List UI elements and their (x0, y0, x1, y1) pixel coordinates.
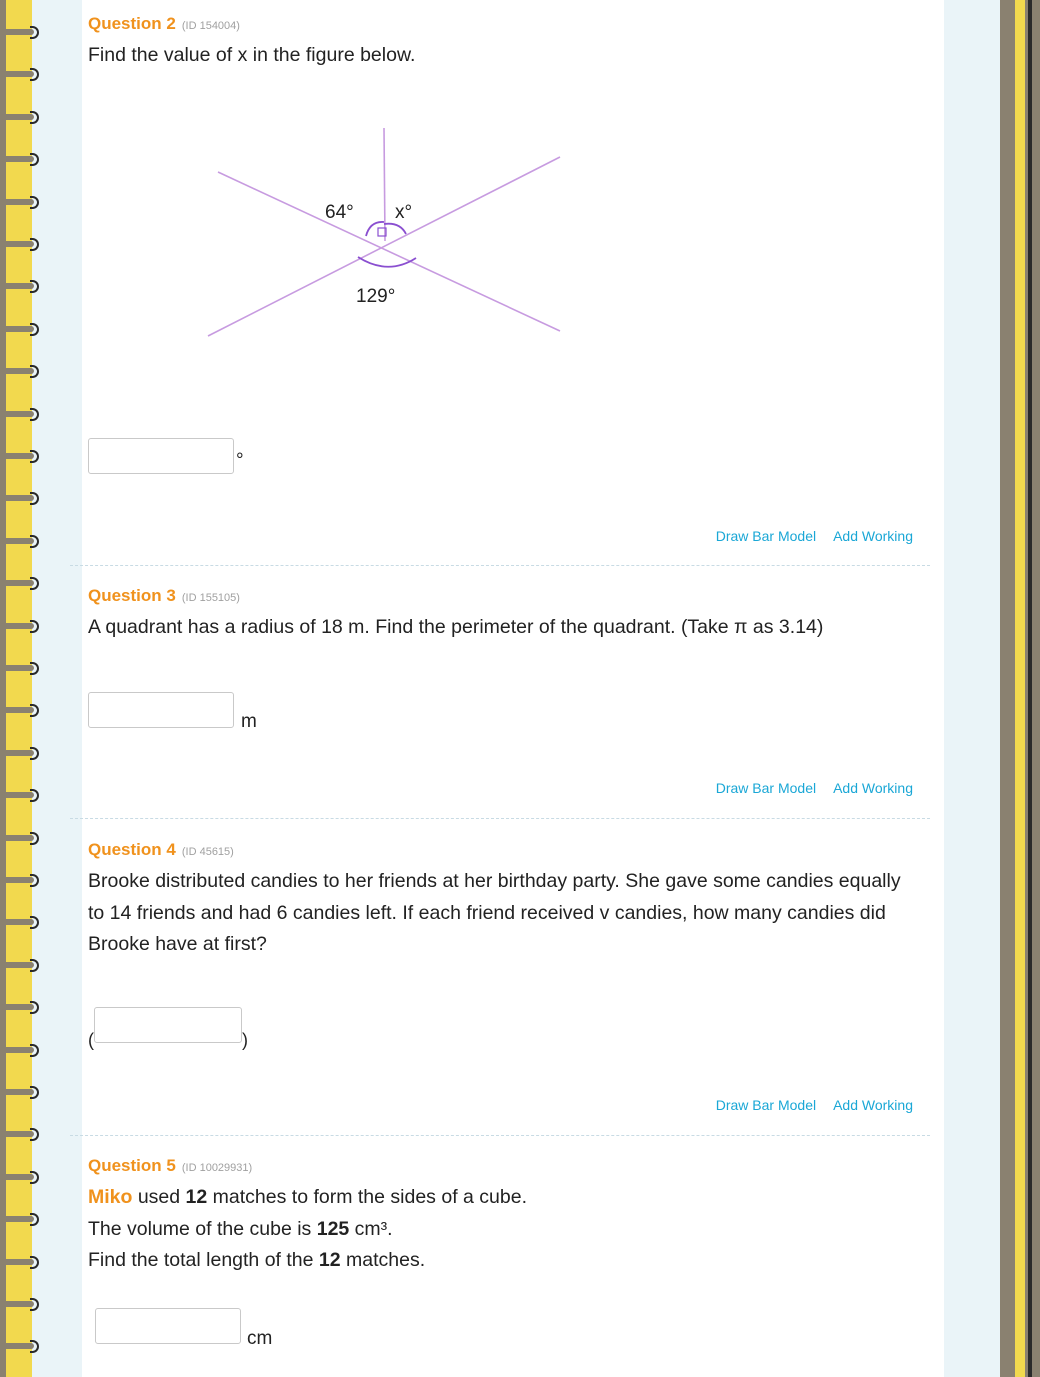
question-2 (88, 14, 928, 554)
notebook-binder (0, 0, 82, 1377)
number-highlight: 12 (185, 1186, 208, 1208)
binder-ring (0, 1001, 50, 1013)
question-text: Brooke distributed candies to her friends at her birthday party. She gave some candies equally to 14 friends and had 6 candies left. If each friend received v candies, how many candies did Brooke have at first? (88, 870, 901, 955)
draw-bar-model-button[interactable]: Draw Bar Model (715, 780, 817, 796)
question-actions (716, 780, 913, 796)
question-line-2 (88, 1214, 928, 1246)
question-id: (ID 10029931) (181, 1162, 253, 1174)
binder-ring (0, 1128, 50, 1140)
binder-ring (0, 238, 50, 250)
binder-ring (0, 662, 50, 674)
question-divider (70, 1135, 930, 1136)
question-5 (88, 1156, 928, 1371)
number-highlight: 12 (318, 1249, 341, 1271)
answer-input[interactable] (88, 438, 234, 474)
add-working-button[interactable]: Add Working (833, 780, 913, 796)
text-fragment: The volume of the cube is (88, 1217, 317, 1240)
binder-ring (0, 959, 50, 971)
unit-label: cm (247, 1328, 273, 1349)
binder-ring (0, 1171, 50, 1183)
question-text (88, 1182, 928, 1277)
question-4 (88, 840, 928, 1125)
binder-ring (0, 1340, 50, 1352)
binder-ring (0, 196, 50, 208)
question-id: (ID 154004) (181, 20, 240, 32)
binder-ring (0, 280, 50, 292)
binder-ring (0, 832, 50, 844)
binder-ring (0, 492, 50, 504)
angle-figure (198, 126, 568, 348)
question-line-1 (88, 1182, 928, 1214)
number-highlight: 125 (316, 1217, 350, 1240)
add-working-button[interactable]: Add Working (833, 1097, 913, 1113)
question-id: (ID 45615) (181, 846, 234, 858)
binder-ring (0, 68, 50, 80)
binder-ring (0, 874, 50, 886)
question-id: (ID 155105) (181, 592, 240, 604)
binder-ring (0, 1256, 50, 1268)
question-title: Question 5 (88, 1156, 176, 1175)
binder-ring (0, 1213, 50, 1225)
binder-ring (0, 323, 50, 335)
notebook-edge (1000, 0, 1040, 1377)
open-parenthesis: ( (88, 1030, 94, 1050)
angle-label-x: x° (395, 202, 413, 223)
binder-ring (0, 916, 50, 928)
angle-label-129: 129° (356, 286, 396, 307)
question-title: Question 2 (88, 14, 176, 33)
binder-ring (0, 1086, 50, 1098)
binder-ring (0, 365, 50, 377)
question-line-3 (88, 1245, 928, 1277)
text-fragment: cm³. (349, 1217, 393, 1240)
question-text: Find the value of x in the figure below. (88, 44, 416, 66)
binder-ring (0, 450, 50, 462)
question-divider (70, 818, 930, 819)
binder-ring (0, 111, 50, 123)
question-actions (716, 1097, 913, 1113)
text-fragment: matches. (340, 1249, 426, 1271)
answer-input[interactable] (94, 1007, 242, 1043)
binder-ring (0, 789, 50, 801)
binder-ring (0, 704, 50, 716)
binder-ring (0, 620, 50, 632)
binder-ring (0, 1298, 50, 1310)
binder-ring (0, 577, 50, 589)
binder-ring (0, 1044, 50, 1056)
text-fragment: matches to form the sides of a cube. (207, 1186, 527, 1208)
binder-ring (0, 408, 50, 420)
text-fragment: used (132, 1186, 186, 1208)
draw-bar-model-button[interactable]: Draw Bar Model (715, 1097, 817, 1113)
name-highlight: Miko (88, 1186, 133, 1208)
unit-label: ° (236, 450, 244, 471)
binder-ring (0, 153, 50, 165)
answer-input[interactable] (95, 1308, 241, 1344)
question-actions (716, 528, 913, 544)
question-title: Question 3 (88, 586, 176, 605)
add-working-button[interactable]: Add Working (833, 528, 913, 544)
question-title: Question 4 (88, 840, 176, 859)
question-3 (88, 586, 928, 806)
binder-ring (0, 535, 50, 547)
binder-ring (0, 747, 50, 759)
answer-input[interactable] (88, 692, 234, 728)
text-fragment: Find the total length of the (88, 1249, 319, 1271)
unit-label: m (241, 711, 257, 732)
right-margin (944, 0, 1000, 1377)
question-text: A quadrant has a radius of 18 m. Find the perimeter of the quadrant. (Take π as 3.14) (88, 616, 824, 638)
binder-ring (0, 26, 50, 38)
question-divider (70, 565, 930, 566)
draw-bar-model-button[interactable]: Draw Bar Model (715, 528, 817, 544)
close-parenthesis: ) (242, 1030, 248, 1050)
angle-label-64: 64° (325, 202, 354, 223)
